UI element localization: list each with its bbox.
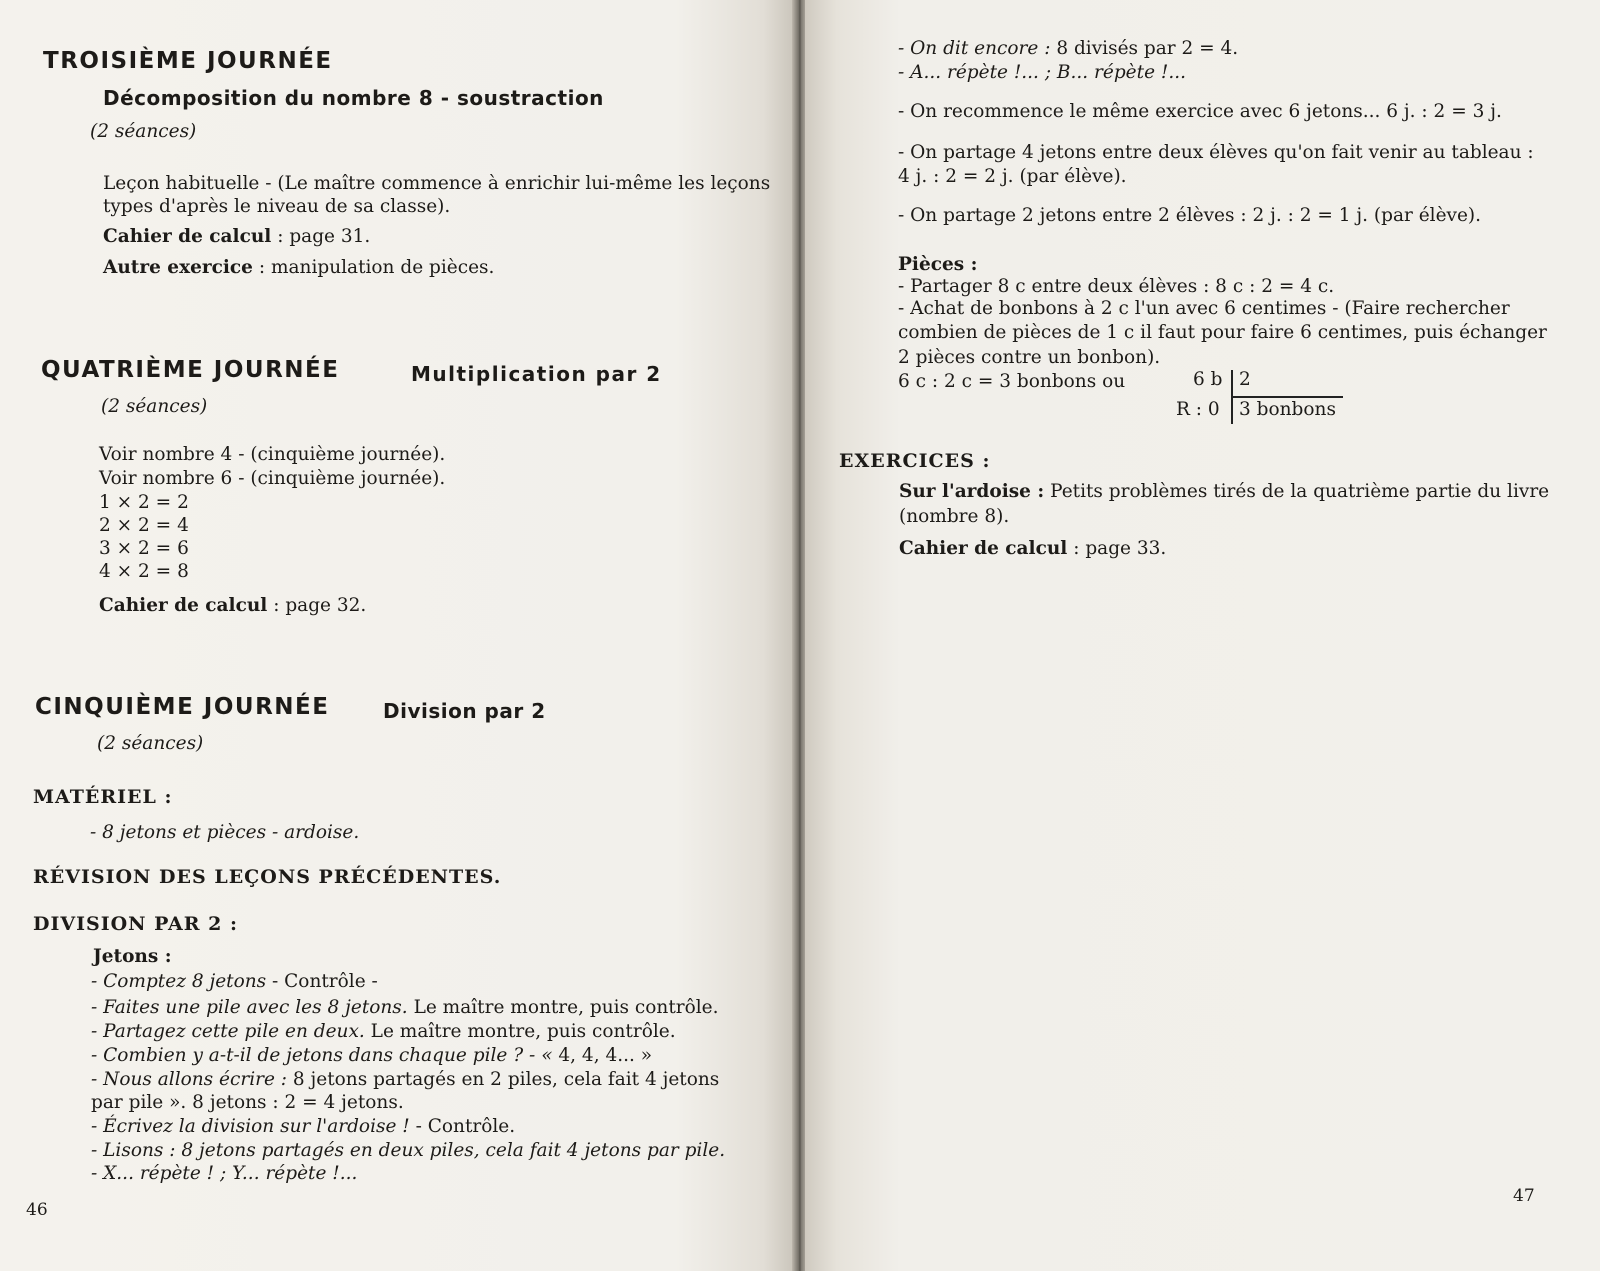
section4-sessions: (2 séances): [101, 396, 208, 417]
pieces-line: - Partager 8 c entre deux élèves : 8 c : 2 = 4 c.: [898, 276, 1335, 297]
step-line: - Combien y a-t-il de jetons dans chaque pile ? - « 4, 4, 4... »: [91, 1045, 653, 1066]
division-remainder: R : 0: [1176, 399, 1220, 420]
section4-see-number6: Voir nombre 6 - (cinquième journée).: [99, 468, 446, 489]
other-exercise-value: : manipulation de pièces.: [258, 257, 495, 278]
multiplication-row: 2 × 2 = 4: [99, 515, 189, 536]
division-dividend: 6 b: [1193, 369, 1223, 390]
slate-label: Sur l'ardoise :: [899, 481, 1045, 502]
step-line: - Partagez cette pile en deux. Le maître montre, puis contrôle.: [91, 1021, 676, 1042]
section5-sessions: (2 séances): [97, 733, 204, 754]
section3-other-exercise: [103, 256, 494, 280]
workbook-value: : page 33.: [1073, 538, 1167, 559]
workbook-label: Cahier de calcul: [99, 595, 268, 616]
page-number-left: 46: [26, 1200, 48, 1220]
said-also-line: - On dit encore : 8 divisés par 2 = 4.: [898, 38, 1239, 59]
multiplication-row: 3 × 2 = 6: [99, 538, 189, 559]
section4-workbook: [99, 594, 366, 618]
section5-subtitle: Division par 2: [383, 699, 546, 723]
division-divisor: 2: [1239, 369, 1251, 390]
multiplication-row: 4 × 2 = 8: [99, 561, 189, 582]
pieces-line: combien de pièces de 1 c il faut pour faire 6 centimes, puis échanger: [898, 322, 1547, 343]
workbook-value: : page 32.: [273, 595, 367, 616]
section3-lesson-line2: types d'après le niveau de sa classe).: [103, 196, 451, 217]
left-page: [0, 0, 795, 1271]
division-quotient: 3 bonbons: [1239, 399, 1336, 420]
section3-sessions: (2 séances): [90, 121, 197, 142]
exercices-heading: EXERCICES :: [839, 450, 991, 472]
multiplication-row: 1 × 2 = 2: [99, 492, 189, 513]
section5-title: CINQUIÈME JOURNÉE: [35, 694, 330, 720]
jetons-label: Jetons :: [93, 946, 172, 967]
division-horizontal-bar: [1231, 396, 1343, 398]
pieces-line: 6 c : 2 c = 3 bonbons ou: [898, 371, 1126, 392]
section4-title: QUATRIÈME JOURNÉE: [41, 357, 340, 383]
two-tokens-line: - On partage 2 jetons entre 2 élèves : 2 j. : 2 = 1 j. (par élève).: [898, 205, 1482, 226]
section4-subtitle: Multiplication par 2: [411, 362, 662, 386]
step-line: - Lisons : 8 jetons partagés en deux piles, cela fait 4 jetons par pile.: [91, 1140, 726, 1161]
pieces-line: - Achat de bonbons à 2 c l'un avec 6 centimes - (Faire rechercher: [898, 298, 1510, 319]
step-line: - Comptez 8 jetons - Contrôle -: [91, 971, 378, 992]
step-line: - Faites une pile avec les 8 jetons. Le maître montre, puis contrôle.: [91, 997, 719, 1018]
section3-subtitle: Décomposition du nombre 8 - soustraction: [103, 86, 604, 110]
repeat-line: - A... répète !... ; B... répète !...: [898, 62, 1186, 83]
pieces-line: 2 pièces contre un bonbon).: [898, 347, 1161, 368]
section3-workbook: [103, 225, 370, 249]
right-workbook: [899, 537, 1166, 561]
page-number-right: 47: [1513, 1186, 1535, 1206]
four-tokens-line2: 4 j. : 2 = 2 j. (par élève).: [898, 166, 1127, 187]
step-line: - X... répète ! ; Y... répète !...: [91, 1163, 358, 1184]
pieces-label: Pièces :: [898, 254, 978, 275]
step-line: - Nous allons écrire : 8 jetons partagés en 2 piles, cela fait 4 jetons: [91, 1069, 720, 1090]
materiel-value: - 8 jetons et pièces - ardoise.: [90, 822, 360, 843]
four-tokens-line1: - On partage 4 jetons entre deux élèves qu'on fait venir au tableau :: [898, 142, 1534, 163]
division-heading: DIVISION PAR 2 :: [33, 913, 239, 935]
workbook-value: : page 31.: [277, 226, 371, 247]
section3-title: TROISIÈME JOURNÉE: [43, 48, 333, 74]
workbook-label: Cahier de calcul: [103, 226, 272, 247]
revision-heading: RÉVISION DES LEÇONS PRÉCÉDENTES.: [33, 866, 502, 888]
section4-see-number4: Voir nombre 4 - (cinquième journée).: [99, 444, 446, 465]
slate-line1: [899, 480, 1549, 504]
step-line: par pile ». 8 jetons : 2 = 4 jetons.: [91, 1092, 404, 1113]
right-page: [805, 0, 1600, 1271]
workbook-label: Cahier de calcul: [899, 538, 1068, 559]
step-line: - Écrivez la division sur l'ardoise ! - Contrôle.: [91, 1116, 516, 1137]
long-division: [1173, 368, 1353, 428]
materiel-label: MATÉRIEL :: [33, 786, 173, 808]
slate-value: Petits problèmes tirés de la quatrième partie du livre: [1050, 481, 1550, 502]
other-exercise-label: Autre exercice: [103, 257, 253, 278]
six-tokens-line: - On recommence le même exercice avec 6 jetons... 6 j. : 2 = 3 j.: [898, 101, 1502, 122]
slate-line2: (nombre 8).: [899, 506, 1010, 527]
section3-lesson-line1: Leçon habituelle - (Le maître commence à enrichir lui-même les leçons: [103, 173, 771, 194]
